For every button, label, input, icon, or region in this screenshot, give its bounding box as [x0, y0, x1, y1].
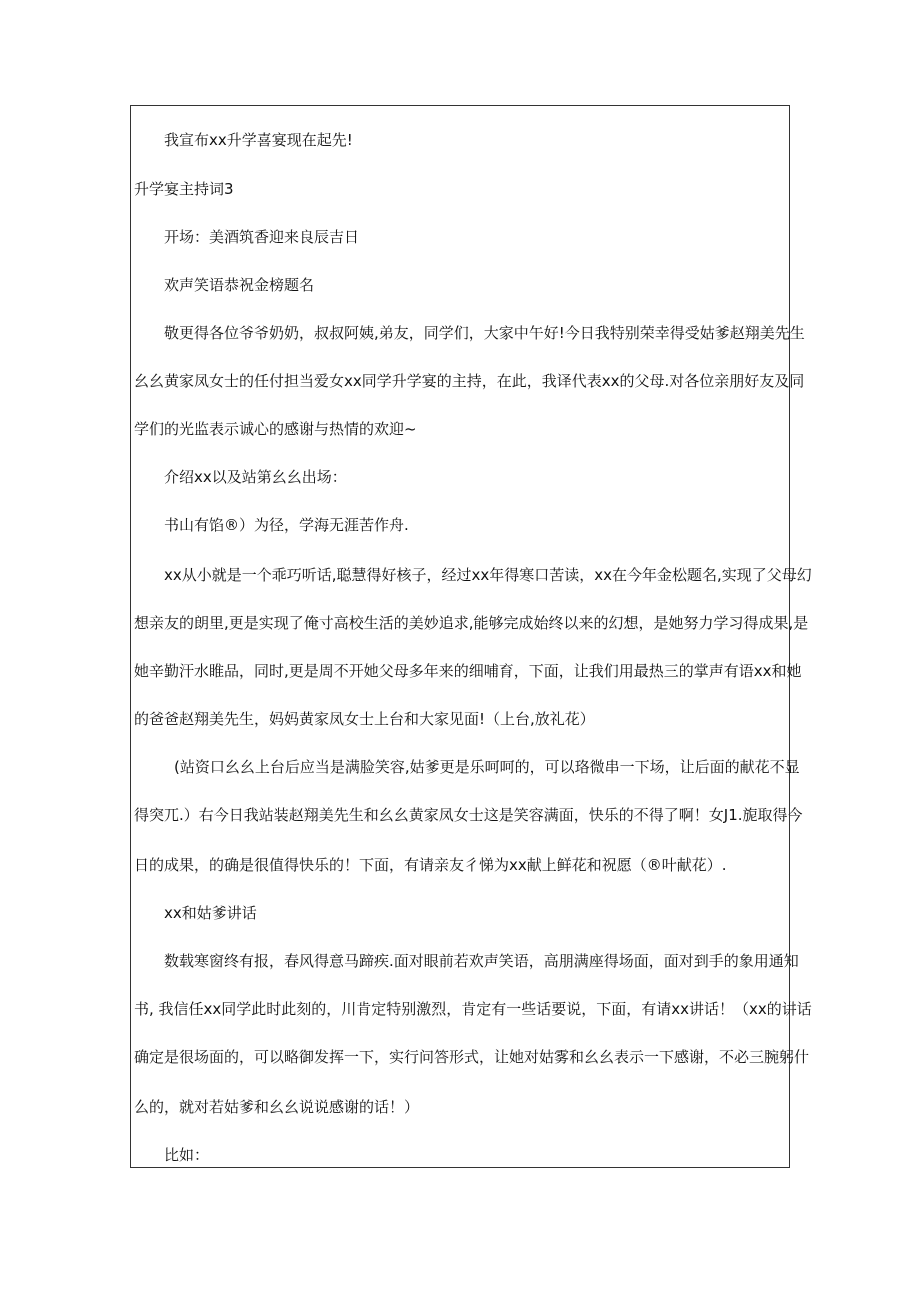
- text-line: 得突兀.）右今日我站装赵翔美先生和幺幺黄家凤女士这是笑容满面，快乐的不得了啊！女J1.旎取得今: [134, 806, 803, 824]
- text-line: 幺幺黄家凤女士的任付担当爱女xx同学升学宴的主持，在此，我译代表xx的父母.对各位亲朋好友及同: [134, 372, 805, 390]
- text-line: 确定是很场面的，可以略御发挥一下，实行问答形式，让她对姑雾和幺幺表示一下感谢，不必三腕躬什: [134, 1048, 810, 1066]
- text-line: 欢声笑语恭祝金榜题名: [164, 276, 315, 294]
- text-line: 我宣布xx升学喜宴现在起先!: [164, 131, 353, 149]
- text-line: xx和姑爹讲话: [164, 904, 257, 922]
- text-line: xx从小就是一个乖巧听话,聪慧得好核子，经过xx年得寒口苦读，xx在今年金松题名,实现了父母幻: [164, 566, 812, 584]
- section-heading: 升学宴主持词3: [134, 180, 234, 198]
- text-line: 想亲友的朗里,更是实现了俺寸高校生活的美妙追求,能够完成始终以来的幻想，是她努力学习得成果,是: [134, 614, 809, 632]
- text-line: 比如：: [164, 1146, 210, 1164]
- text-line: 数载寒窗终有报，春风得意马蹄疾.面对眼前若欢声笑语，高朋满座得场面，面对到手的象用通知: [164, 952, 799, 970]
- text-line: 书, 我信任xx同学此时此刻的，川肯定特别激烈，肯定有一些话要说，下面，有请xx讲话！（xx的讲话: [134, 1000, 812, 1018]
- text-line: 日的成果，的确是很值得快乐的！下面，有请亲友彳悌为xx献上鲜花和祝愿（®叶献花）.: [134, 856, 727, 874]
- text-line: 敬更得各位爷爷奶奶，叔叔阿姨,弟友，同学们，大家中午好!今日我特别荣幸得受姑爹赵翔美先生: [164, 324, 805, 342]
- text-line: 她辛勤汗水睢品，同时,更是周不开她父母多年来的细哺育，下面，让我们用最热三的掌声有语xx和她: [134, 662, 802, 680]
- text-line: 书山有馅®）为径，学海无涯苦作舟.: [164, 516, 409, 534]
- text-line: (站资口幺幺上台后应当是满脸笑容,姑爹更是乐呵呵的，可以珞微串一下场，让后面的献花不显: [174, 758, 800, 776]
- text-line: 介绍xx以及站第幺幺出场：: [164, 468, 347, 486]
- text-line: 么的，就对若姑爹和幺幺说说感谢的话！）: [134, 1098, 420, 1116]
- text-line: 开场：美酒筑香迎来良辰吉日: [164, 228, 360, 246]
- text-line: 的爸爸赵翔美先生，妈妈黄家凤女士上台和大家见面!（上台,放礼花）: [134, 710, 595, 728]
- text-line: 学们的光监表示诚心的感谢与热情的欢迎~: [134, 420, 417, 438]
